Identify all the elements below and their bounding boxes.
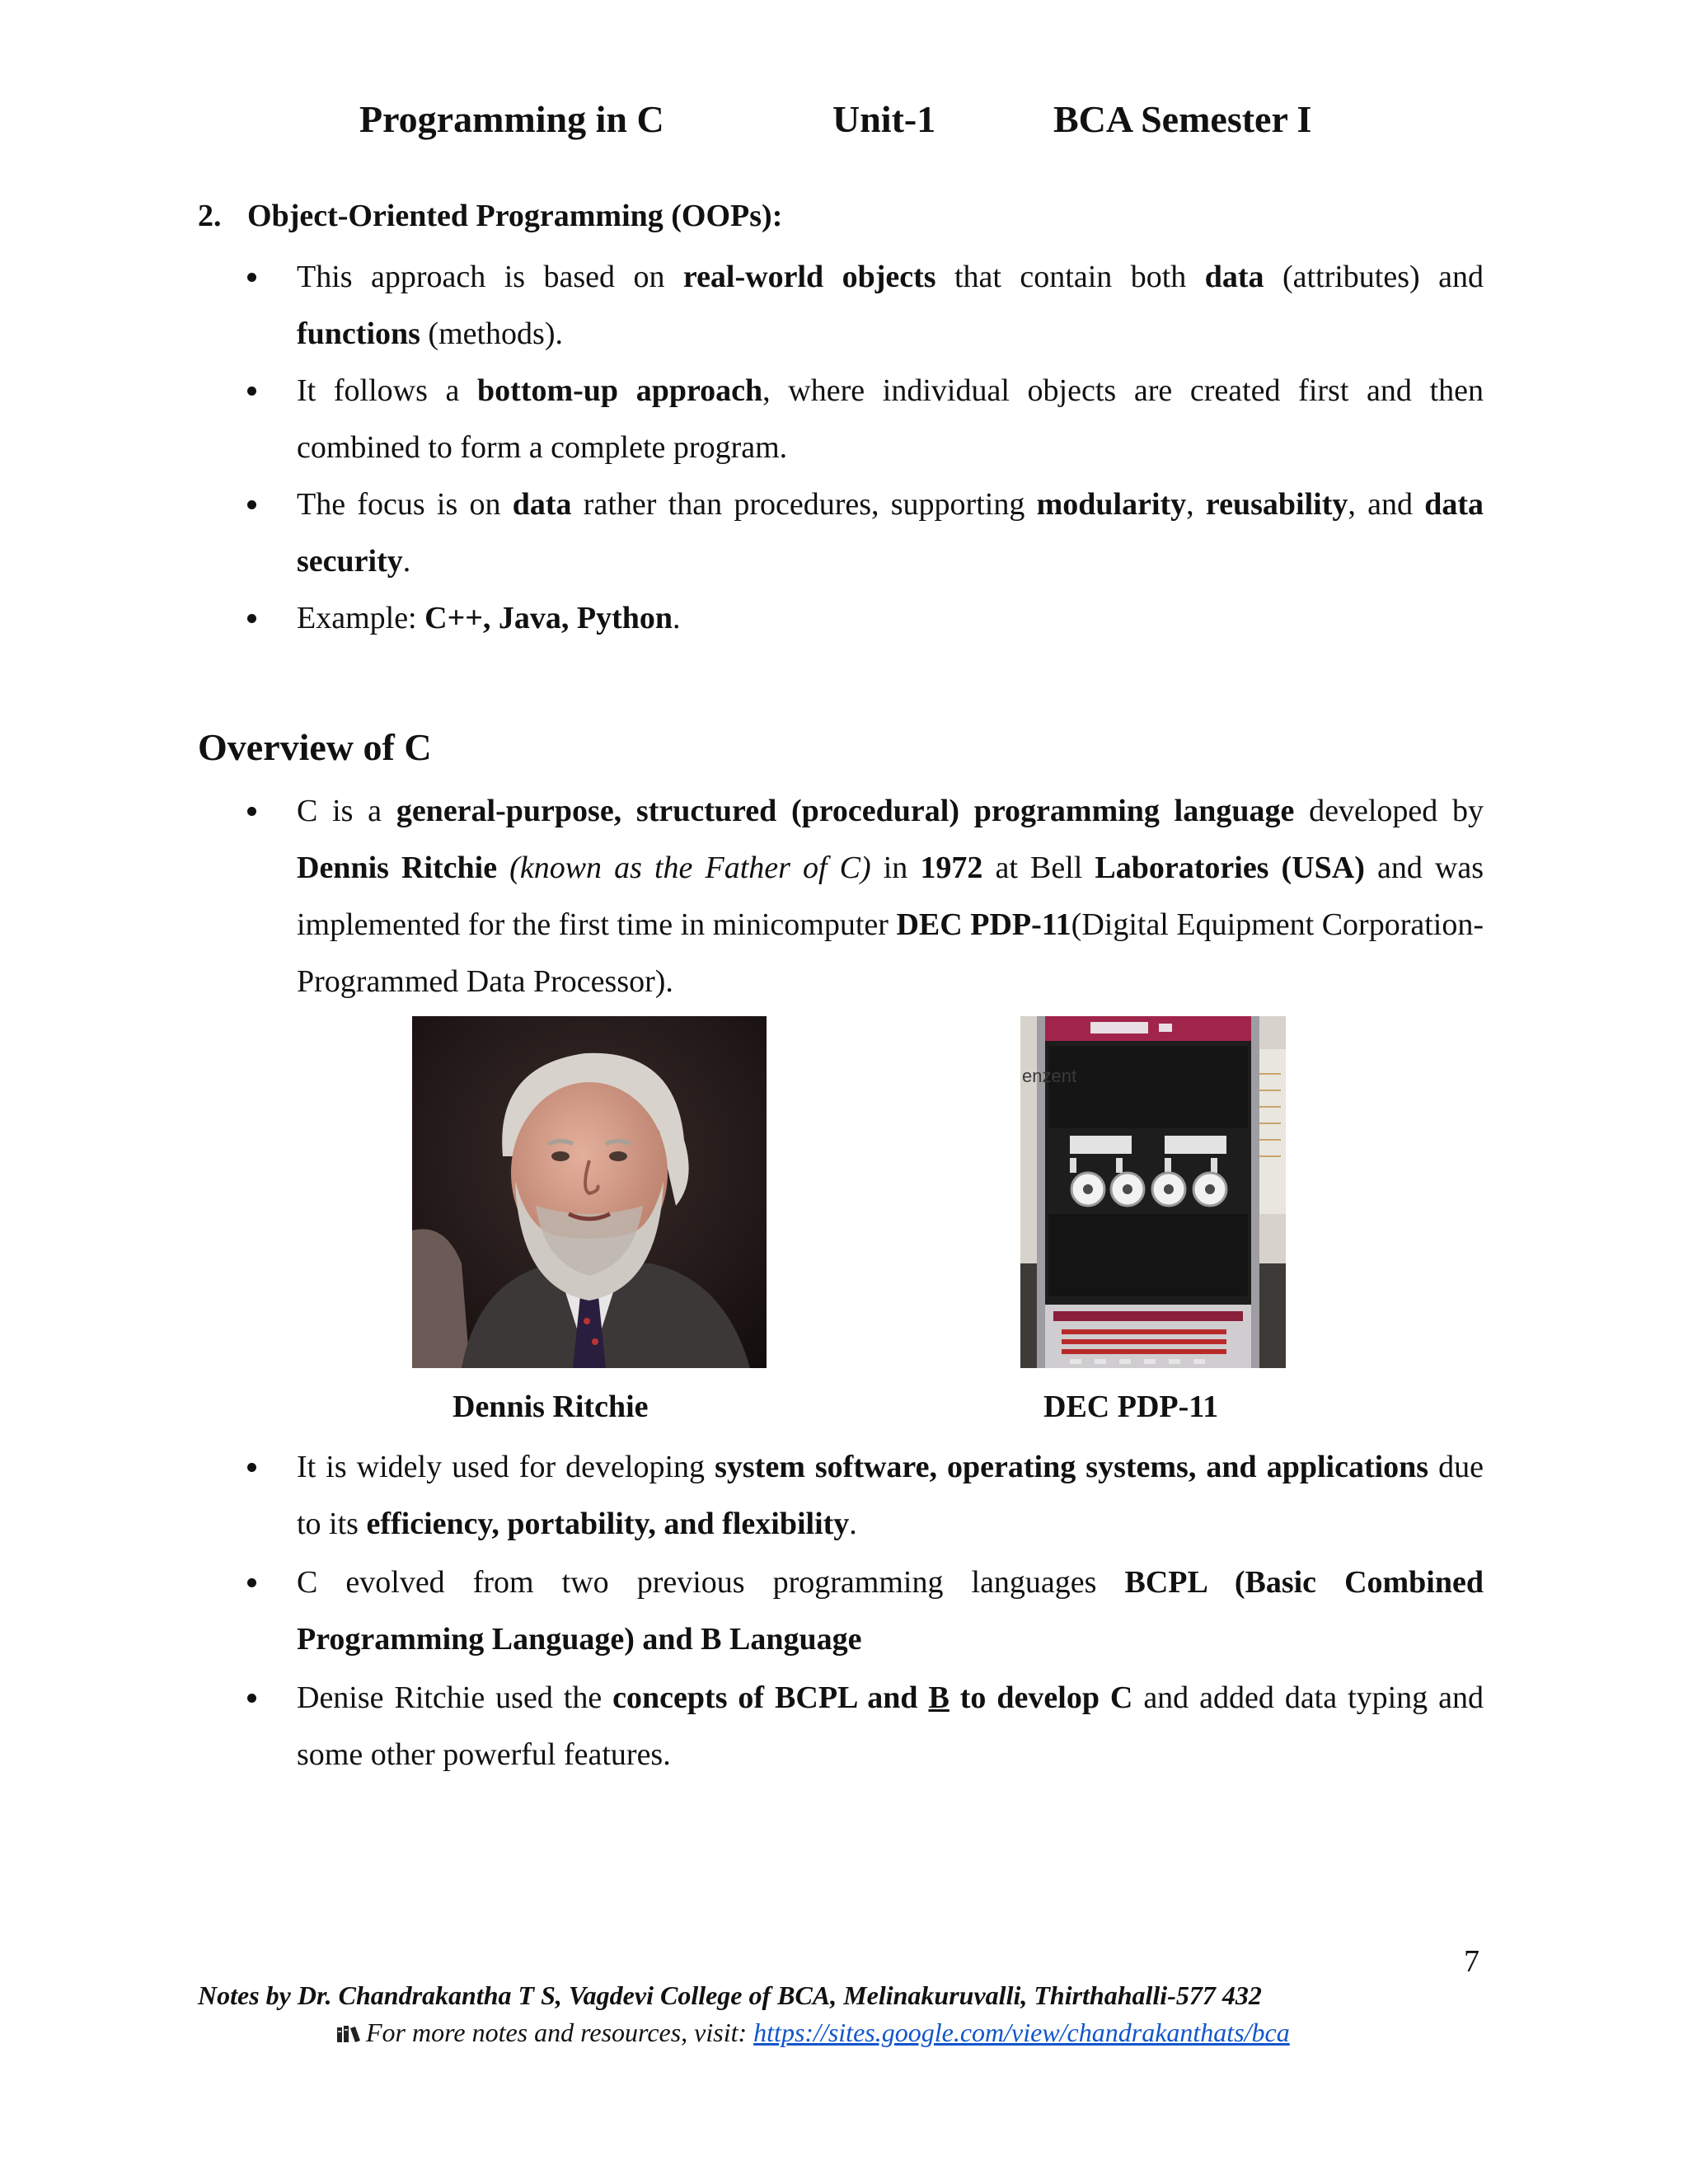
header-semester: BCA Semester I	[1053, 98, 1312, 140]
oop-bullet-example: Example: C++, Java, Python.	[247, 590, 1484, 647]
oop-bullet-objects: This approach is based on real-world objects that contain both data (attributes) and functions (methods).	[247, 249, 1484, 363]
dec-pdp11-photo	[1020, 1016, 1286, 1368]
footer-resources	[336, 2018, 1290, 2048]
oop-bullet-focus: The focus is on data rather than procedures, supporting modularity, reusability, and data security.	[247, 476, 1484, 590]
oop-bullet-bottom-up: It follows a bottom-up approach, where individual objects are created first and then combined to form a complete program.	[247, 363, 1484, 476]
ritchie-caption: Dennis Ritchie	[452, 1390, 649, 1424]
overview-intro-list	[247, 783, 1484, 1010]
oop-section-heading	[198, 198, 782, 234]
header-unit: Unit-1	[832, 98, 936, 140]
page-number: 7	[1464, 1944, 1479, 1979]
pdp11-image	[1020, 1016, 1286, 1368]
header-subject: Programming in C	[359, 98, 664, 140]
dennis-ritchie-photo	[412, 1016, 767, 1368]
sign-text: enzent	[1022, 1066, 1077, 1086]
footer-more-text: For more notes and resources, visit:	[366, 2018, 754, 2047]
section-title: Object-Oriented Programming (OOPs):	[247, 199, 783, 233]
overview-bullet-development: Denise Ritchie used the concepts of BCPL and B to develop C and added data typing and some other powerful features.	[247, 1670, 1484, 1783]
overview-bullet-usage: It is widely used for developing system software, operating systems, and applications due to its efficiency, portability, and flexibility.	[247, 1439, 1484, 1553]
resources-link[interactable]: https://sites.google.com/view/chandrakanthats/bca	[753, 2018, 1290, 2047]
books-icon	[336, 2025, 361, 2043]
section-number: 2.	[198, 199, 222, 233]
footer-notes: Notes by Dr. Chandrakantha T S, Vagdevi College of BCA, Melinakuruvalli, Thirthahalli-577 432	[198, 1980, 1262, 2010]
overview-heading: Overview of C	[198, 726, 432, 768]
overview-bullet-list	[247, 1439, 1484, 1783]
portrait-image	[412, 1016, 767, 1368]
oop-bullet-list	[247, 249, 1484, 647]
pdp11-caption: DEC PDP-11	[1043, 1390, 1219, 1424]
overview-bullet-evolution: C evolved from two previous programming languages BCPL (Basic Combined Programming Language) and B Language	[247, 1554, 1484, 1668]
overview-bullet-intro: C is a general-purpose, structured (procedural) programming language developed by Dennis Ritchie (known as the Father of C) in 1972 at Bell Laboratories (USA) and was implemented for the first time in minicomputer DEC PDP-11(Digital Equipment Corporation-Programmed Data Processor).	[247, 783, 1484, 1010]
